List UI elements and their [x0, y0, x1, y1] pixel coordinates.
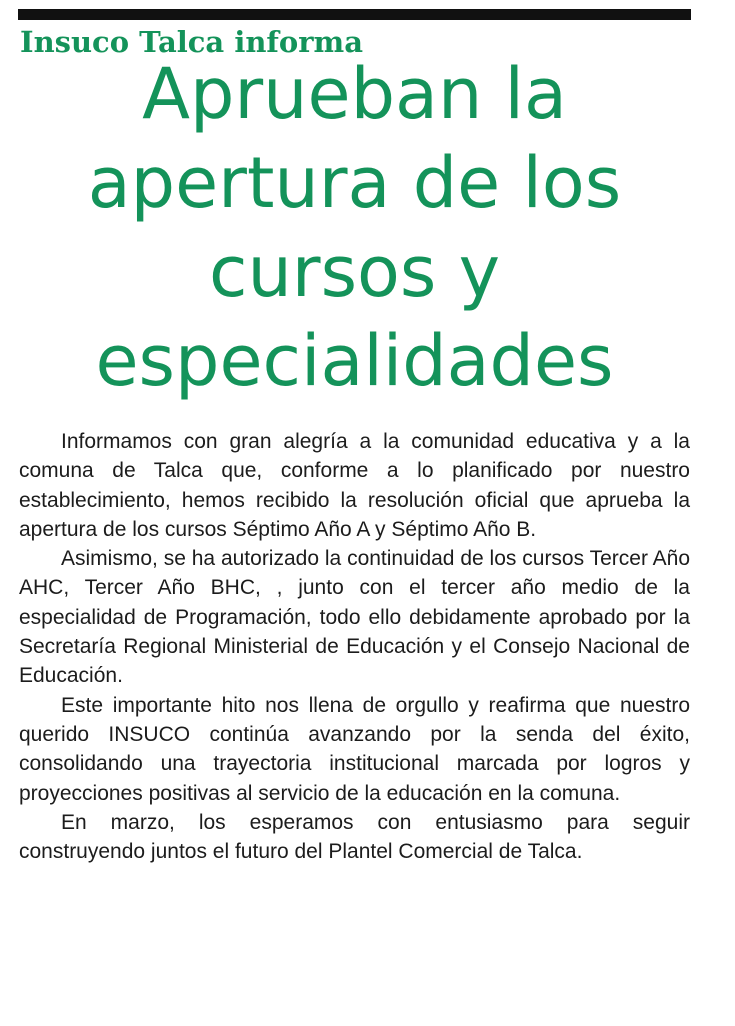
article-body [19, 427, 690, 866]
headline-line: especialidades [95, 320, 614, 402]
headline-line: apertura de los [87, 142, 622, 224]
section-kicker: Insuco Talca informa [20, 25, 363, 59]
paragraph: Informamos con gran alegría a la comunidad educativa y a la comuna de Talca que, conforme a lo planificado por nuestro establecimiento, hemos recibido la resolución oficial que aprueba la apertura de los cursos Séptimo Año A y Séptimo Año B. [19, 430, 690, 541]
paragraph: Este importante hito nos llena de orgullo y reafirma que nuestro querido INSUCO continúa avanzando por la senda del éxito, consolidando una trayectoria institucional marcada por logros y proyecciones positivas al servicio de la educación en la comuna. [19, 693, 690, 805]
top-rule [18, 9, 691, 20]
headline [18, 50, 691, 406]
paragraph: En marzo, los esperamos con entusiasmo para seguir construyendo juntos el futuro del Plantel Comercial de Talca. [19, 810, 690, 864]
headline-line: cursos y [208, 231, 501, 313]
headline-line: Aprueban la [142, 53, 567, 135]
paragraph: Asimismo, se ha autorizado la continuidad de los cursos Tercer Año AHC, Tercer Año BHC, , junto con el tercer año medio de la especialidad de Programación, todo ello debidamente aprobado por la Secretaría Regional Ministerial de Educación y el Consejo Nacional de Educación. [19, 547, 690, 688]
